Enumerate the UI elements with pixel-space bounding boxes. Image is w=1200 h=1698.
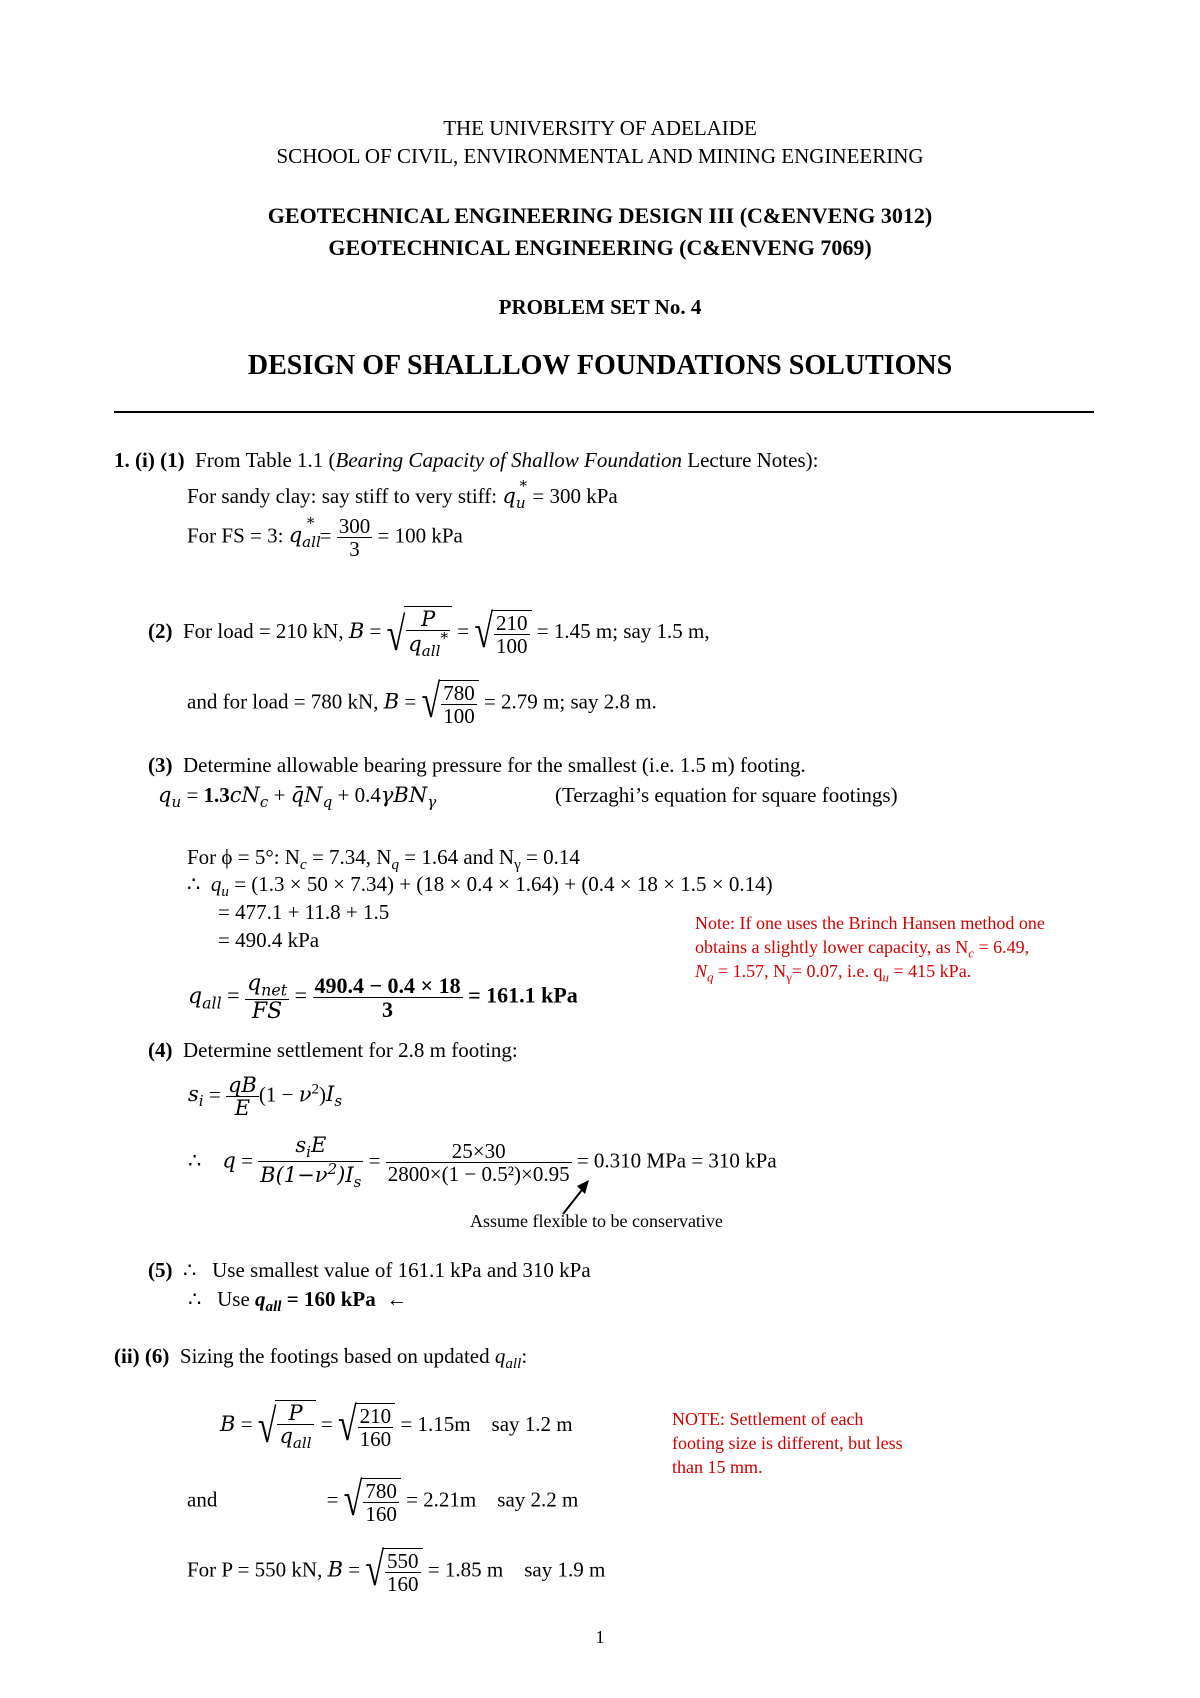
q-equation: ∴ q = $\frac{s_iE}{B(1-\nu^2)I_s}$ = $\frac{25\times 30}{\text{2800×(1 − 0.5²)×0.95}}$ = 0.310 MPa = 310 kPa <box>188 1133 777 1192</box>
q-fraction: $\frac{25\times 30}{\text{2800×(1 − 0.5²)×0.95}}$ <box>387 1139 570 1187</box>
q-result: = 0.310 MPa = 310 kPa <box>576 1148 777 1173</box>
qall-equation: $q_{all}$ = $\frac{q_{net}}{FS}$ = $\frac{490.4 - 0.4 \times 18}{3}$ = 161.1 kPa <box>188 971 578 1025</box>
terzaghi-label: (Terzaghi’s equation for square footings) <box>555 783 898 807</box>
phi-line: For ϕ = 5°: $N_c = 7.34$, $N_q = 1.64$ and $N_\gamma = 0.14$ <box>187 845 580 874</box>
size-say-1: say 1.2 m <box>491 1411 573 1436</box>
calc1-text: = (1.3 × 50 × 7.34) + (18 × 0.4 × 1.64) + (0.4 × 18 × 1.5 × 0.14) <box>228 872 773 896</box>
and-text: and <box>187 1487 218 1512</box>
q6-line1: (ii) (6) Sizing the footings based on updated $q_{all}$: <box>114 1344 528 1373</box>
settlement-equation: $s_i$ = $\frac{qB}{E}$ $(1 - \nu^2)I_s$ <box>188 1073 343 1121</box>
page-number: 1 <box>595 1627 605 1647</box>
ny-value: = 0.14 <box>520 845 580 869</box>
qu-calc-1: ∴ $q_u = (1.3 \times 50 \times 7.34) + (18 \times 0.4 \times 1.64) + (0.4 \times 18 \times 1.5 \times 0.14)$ <box>187 872 773 901</box>
q3-line1 <box>148 755 806 776</box>
q4-line1 <box>148 1040 518 1061</box>
title-divider <box>114 411 1094 413</box>
nc-value: = 7.34, N <box>306 845 392 869</box>
page-title: DESIGN OF SHALLLOW FOUNDATIONS SOLUTIONS <box>247 350 953 381</box>
settlement-note-2: footing size is different, but less <box>672 1433 903 1453</box>
size-result-2: = 2.21m <box>406 1487 477 1512</box>
q1-intro-b: Lecture Notes): <box>682 448 819 472</box>
course-title-2: GEOTECHNICAL ENGINEERING (C&ENVENG 7069) <box>328 235 872 260</box>
terzaghi-equation: $q_u = 1.3cN_c$ + $q̄N_q + 0.4\gamma BN_\gamma$ <box>158 783 437 812</box>
q3-text: Determine allowable bearing pressure for the smallest (i.e. 1.5 m) footing. <box>183 753 806 777</box>
q5-text: Use smallest value of 161.1 kPa and 310 kPa <box>212 1258 591 1282</box>
q1-intro <box>114 450 818 471</box>
qall-final: = 160 kPa <box>281 1287 376 1311</box>
course-title-1: GEOTECHNICAL ENGINEERING DESIGN III (C&ENVENG 3012) <box>267 203 933 228</box>
q4-text: Determine settlement for 2.8 m footing: <box>183 1038 518 1062</box>
q1-intro-a: From Table 1.1 ( <box>195 448 336 472</box>
fs-fraction: $\frac{300}{3}$ <box>338 514 371 562</box>
sandy-clay-text: For sandy clay: say stiff to very stiff: <box>187 484 498 508</box>
qall-fraction: $\frac{490.4 - 0.4 \times 18}{3}$ <box>314 972 461 1023</box>
q4-label: (4) <box>148 1038 173 1062</box>
q1-fs-equation: For FS = 3: $q_{all}^*$ = $\frac{300}{3}$ = 100 kPa <box>187 514 463 562</box>
q6-text: Sizing the footings based on updated <box>179 1344 495 1368</box>
size-result-3: = 1.85 m <box>427 1557 504 1582</box>
qu-value: = 300 kPa <box>532 484 618 508</box>
q5-label: (5) <box>148 1258 173 1282</box>
load2-result: = 2.79 m; say 2.8 m. <box>483 689 657 714</box>
p550-text: For P = 550 kN, <box>187 1557 323 1582</box>
school-name: SCHOOL OF CIVIL, ENVIRONMENTAL AND MINING ENGINEERING <box>276 144 924 168</box>
q5-line2: ∴ Use $q_{all} = 160$ kPa ← <box>188 1287 408 1316</box>
size-eq-1: B = √ $\frac{P}{q_{all}}$ = √ $\frac{210}{160}$ = 1.15m say 1.2 m <box>220 1399 573 1454</box>
university-name: THE UNIVERSITY OF ADELAIDE <box>443 116 757 140</box>
size-eq-2: and = √ $\frac{780}{160}$ = 2.21m say 2.2 m <box>187 1474 579 1527</box>
fs-result: = 100 kPa <box>377 523 463 548</box>
qu-calc-3: = 490.4 kPa <box>218 928 320 952</box>
q2-line1: (2) For load = 210 kN, B = √ $\frac{P}{q_{all}^*}$ = √ $\frac{210}{100}$ = 1.45 m; say 1.5 m, <box>148 606 710 662</box>
problem-set-label: PROBLEM SET No. 4 <box>498 295 702 319</box>
size-say-2: say 2.2 m <box>497 1487 579 1512</box>
qall-result: = 161.1 kPa <box>468 982 578 1008</box>
brinch-note-1: Note: If one uses the Brinch Hansen method one <box>695 913 1045 933</box>
qu-calc-2: = 477.1 + 11.8 + 1.5 <box>218 900 390 924</box>
brinch-note-3: $N_q = 1.57$, $N_\gamma= 0.07$, i.e. $q_u = 415$ kPa. <box>695 961 972 985</box>
size-say-3: say 1.9 m <box>524 1557 606 1582</box>
size-result-1: = 1.15m <box>400 1411 471 1436</box>
q1-sandy-clay: For sandy clay: say stiff to very stiff: $q_u^* = 300$ kPa <box>187 477 618 513</box>
load1-result: = 1.45 m; say 1.5 m, <box>536 618 710 643</box>
q3-label: (3) <box>148 753 173 777</box>
size-eq-3: For P = 550 kN, B = √ $\frac{550}{160}$ = 1.85 m say 1.9 m <box>187 1544 606 1597</box>
q1-label: 1. (i) (1) <box>114 448 185 472</box>
load2-text: and for load = 780 kN, <box>187 689 379 714</box>
assume-note: Assume flexible to be conservative <box>470 1211 723 1231</box>
load1-text: For load = 210 kN, <box>183 618 344 643</box>
q2-label: (2) <box>148 618 173 643</box>
phi-text: For ϕ = 5°: N <box>187 845 300 869</box>
settlement-note-3: than 15 mm. <box>672 1457 763 1477</box>
load1-fraction: $\frac{210}{100}$ <box>496 610 528 658</box>
q5-line1: (5) ∴ Use smallest value of 161.1 kPa and 310 kPa <box>148 1258 591 1282</box>
left-arrow-icon: ← <box>386 1287 408 1311</box>
brinch-note-2: obtains a slightly lower capacity, as $N_c = 6.49$, <box>695 937 1030 961</box>
q6-label: (ii) (6) <box>114 1344 170 1368</box>
fs-text: For FS = 3: <box>187 523 284 548</box>
load2-fraction: $\frac{780}{100}$ <box>443 681 475 729</box>
q1-intro-italic: Bearing Capacity of Shallow Foundation <box>335 448 683 472</box>
nq-value: = 1.64 and N <box>399 845 515 869</box>
q2-line2: and for load = 780 kN, B = √ $\frac{780}{100}$ = 2.79 m; say 2.8 m. <box>187 676 657 729</box>
settlement-note-1: NOTE: Settlement of each <box>672 1409 864 1429</box>
use-text: Use <box>217 1287 256 1311</box>
